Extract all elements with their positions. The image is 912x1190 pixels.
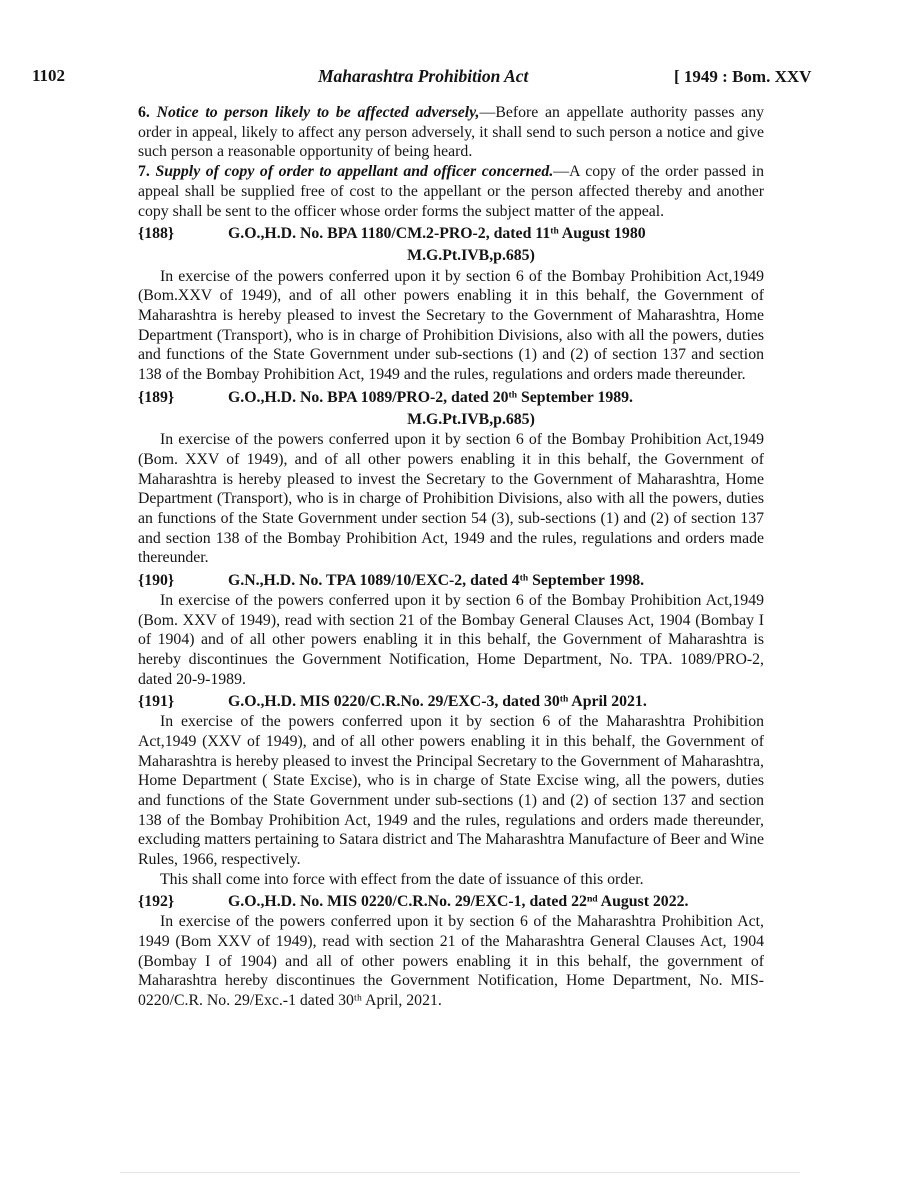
section-number: 6. <box>138 104 150 121</box>
order-heading <box>138 571 764 591</box>
order-paragraph: This shall come into force with effect from the date of issuance of this order. <box>160 870 644 888</box>
order-id: {188} <box>138 225 175 243</box>
order-title: G.O.,H.D. No. MIS 0220/C.R.No. 29/EXC-1, dated 22ⁿᵈ August 2022. <box>228 893 689 911</box>
page-body <box>138 103 764 1011</box>
order-subtitle: M.G.Pt.IVB,p.685) <box>407 410 535 428</box>
order-paragraph: In exercise of the powers conferred upon it by section 6 of the Bombay Prohibition Act,1949 (Bom.XXV of 1949), and of all other powers enabling it in this behalf, the Government of Maharashtra is hereby pleased to invest the Secretary to the Government of Maharashtra, Home Department (Transport), who is in charge of Prohibition Divisions, also with all the powers, duties and functions of the State Government under sub-sections (1) and (2) of section 137 and section 138 of the Bombay Prohibition Act, 1949 and the rules, regulations and orders made thereunder. <box>138 267 764 384</box>
order-id: {190} <box>138 572 175 590</box>
running-title: Maharashtra Prohibition Act <box>318 66 529 86</box>
order-paragraph: In exercise of the powers conferred upon it by section 6 of the Bombay Prohibition Act,1949 (Bom. XXV of 1949), read with section 21 of the Bombay General Clauses Act, 1904 (Bombay I of 1904) and of all other powers enabling it in this behalf, the Government of Maharashtra is hereby discontinues the Government Notification, Home Department, No. TPA. 1089/PRO-2, dated 20-9-1989. <box>138 591 764 688</box>
page-edge-line <box>120 1172 800 1173</box>
page-header <box>0 66 912 92</box>
section-text: —A copy of the order passed in appeal shall be supplied free of cost to the appellant or the person affected thereby and another copy shall be sent to the officer whose order forms the subject matter of the appeal. <box>138 163 764 220</box>
order-id: {191} <box>138 693 175 711</box>
order-subtitle: M.G.Pt.IVB,p.685) <box>407 246 535 264</box>
order-paragraph: In exercise of the powers conferred upon it by section 6 of the Maharashtra Prohibition Act,1949 (XXV of 1949), and of all other powers enabling it in this behalf, the Government of Maharashtra is hereby pleased to invest the Principal Secretary to the Government of Maharashtra, Home Department ( State Excise), who is in charge of State Excise wing, all the powers, duties and functions of the State Government under sub-sections (1) and (2) of section 137 and section 138 of the Bombay Prohibition Act, 1949 and the rules, regulations and orders made thereunder, excluding matters pertaining to Satara district and The Maharashtra Manufacture of Beer and Wine Rules, 1966, respectively. <box>138 713 764 869</box>
section-7 <box>138 162 764 221</box>
order-heading <box>138 892 764 912</box>
section-6 <box>138 103 764 162</box>
order-paragraph: In exercise of the powers conferred upon it by section 6 of the Bombay Prohibition Act,1949 (Bom. XXV of 1949), and of all other powers enabling it in this behalf, the Government of Maharashtra is hereby pleased to invest the Secretary to the Government of Maharashtra, Home Department (Transport), who is in charge of Prohibition Divisions, also with all the powers, duties an functions of the State Government under section 54 (3), sub-sections (1) and (2) of section 137 and section 138 of the Bombay Prohibition Act, 1949 and the rules, regulations and orders made thereunder. <box>138 431 764 567</box>
order-title: G.O.,H.D. No. BPA 1180/CM.2-PRO-2, dated 11ᵗʰ August 1980 <box>228 225 646 243</box>
section-number: 7. <box>138 163 150 181</box>
order-title: G.O.,H.D. No. BPA 1089/PRO-2, dated 20ᵗʰ September 1989. <box>228 388 634 406</box>
order-heading <box>138 224 764 244</box>
order-heading <box>138 692 764 712</box>
order-title: G.N.,H.D. No. TPA 1089/10/EXC-2, dated 4ᵗʰ September 1998. <box>228 572 645 590</box>
order-paragraph: In exercise of the powers conferred upon it by section 6 of the Maharashtra Prohibition Act, 1949 (Bom XXV of 1949), read with section 21 of the Maharashtra General Clauses Act, 1904 (Bombay I of 1904) and all of other powers enabling it in this behalf, the government of Maharashtra hereby discontinues the Government Notification, Home Department, No. MIS-0220/C.R. No. 29/Exc.-1 dated 30ᵗʰ April, 2021. <box>138 913 764 1009</box>
order-id: {192} <box>138 893 175 911</box>
page-number: 1102 <box>32 66 66 85</box>
order-heading <box>138 388 764 408</box>
section-text: —Before an appellate authority passes any order in appeal, likely to affect any person adversely, it shall send to such person a notice and give such person a reasonable opportunity of being heard. <box>138 104 764 161</box>
section-heading: Notice to person likely to be affected adversely, <box>156 104 480 121</box>
act-reference: [ 1949 : Bom. XXV <box>674 67 812 86</box>
section-heading: Supply of copy of order to appellant and officer concerned. <box>155 163 554 181</box>
order-title: G.O.,H.D. MIS 0220/C.R.No. 29/EXC-3, dated 30ᵗʰ April 2021. <box>228 693 647 711</box>
order-id: {189} <box>138 388 175 406</box>
